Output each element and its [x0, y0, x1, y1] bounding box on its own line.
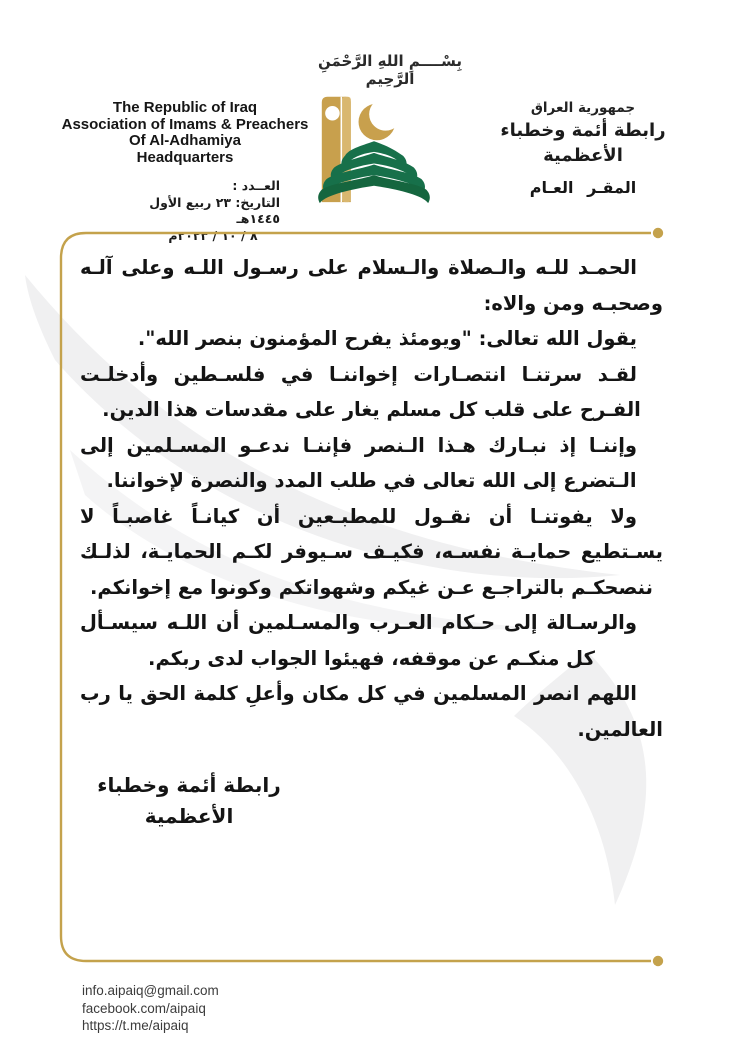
paragraph-4: وإننـا إذ نبـارك هـذا الـنصر فإننـا ندعـو المسـلمين إلى الـتضرع إلى الله تعالى في طلب المدد والنصرة لإخواننا.	[80, 433, 637, 492]
telegram-text: https://t.me/aipaiq	[82, 1018, 189, 1033]
bismillah-calligraphy: بِسْــــمِ اللهِ الرَّحْمَنِ الرَّحِيم	[317, 52, 463, 88]
date-hijri: ٢٣ ربيع الأول ١٤٤٥هـ	[149, 194, 280, 226]
paragraph-3: لقـد سرتنـا انتصـارات إخواننـا في فلسـطين وأدخلـت الفـرح على قلب كل مسلم يغار على مقدسات هذا الدين.	[80, 362, 641, 421]
signature-block	[70, 770, 308, 832]
email-text: info.aipaiq@gmail.com	[82, 983, 219, 998]
org-en-line-2: Association of Imams & Preachers	[61, 115, 309, 133]
signature-line-1: رابطة أئمة وخطباء	[97, 773, 281, 797]
number-label: العــدد :	[232, 178, 280, 193]
paragraph-7: اللهم انصر المسلمين في كل مكان وأعلِ كلمة الحق يا رب العالمين.	[80, 682, 663, 741]
letter-body	[80, 250, 663, 747]
paragraph-6: والرسـالة إلى حـكام العـرب والمسـلمين أن اللـه سيسـأل كل منكـم عن موقفه، فهيئوا الجواب لدى ربكم.	[80, 611, 637, 670]
date-label: التاريخ:	[235, 194, 280, 210]
org-ar-country: جمهورية العراق	[530, 100, 636, 116]
paragraph-2: يقول الله تعالى: "ويومئذ يفرح المؤمنون بنصر الله".	[137, 327, 637, 350]
signature-line-2: الأعظمية	[144, 804, 234, 828]
contact-info	[82, 982, 219, 1035]
org-en-line-1: The Republic of Iraq	[112, 99, 258, 116]
org-en-line-4: Headquarters	[136, 148, 234, 166]
org-en-line-3: Of Al-Adhamiya	[129, 132, 241, 149]
headquarters-label: المقـر العـام	[529, 178, 637, 197]
date-gregorian: ٨ / ١٠ / ٢٠٢٣م	[168, 227, 258, 243]
paragraph-5: ولا يفوتنـا أن نقـول للمطبـعين أن كيانـاً غاصبـاً لا يسـتطيع حمايـة نفسـه، فكيـف سـيوفر لكـم الحمايـة، لذلـك ننصحكـم بالتراجـع عـن غيكم وشهواتكم وكونوا مع إخوانكم.	[80, 504, 663, 599]
org-ar-association: رابطة أئمة وخطباء الأعظمية	[500, 120, 666, 166]
paragraph-1: الحمـد للـه والـصلاة والـسلام على رسـول اللـه وعلى آلـه وصحبـه ومن والاه:	[80, 256, 663, 315]
facebook-text: facebook.com/aipaiq	[82, 1000, 206, 1016]
